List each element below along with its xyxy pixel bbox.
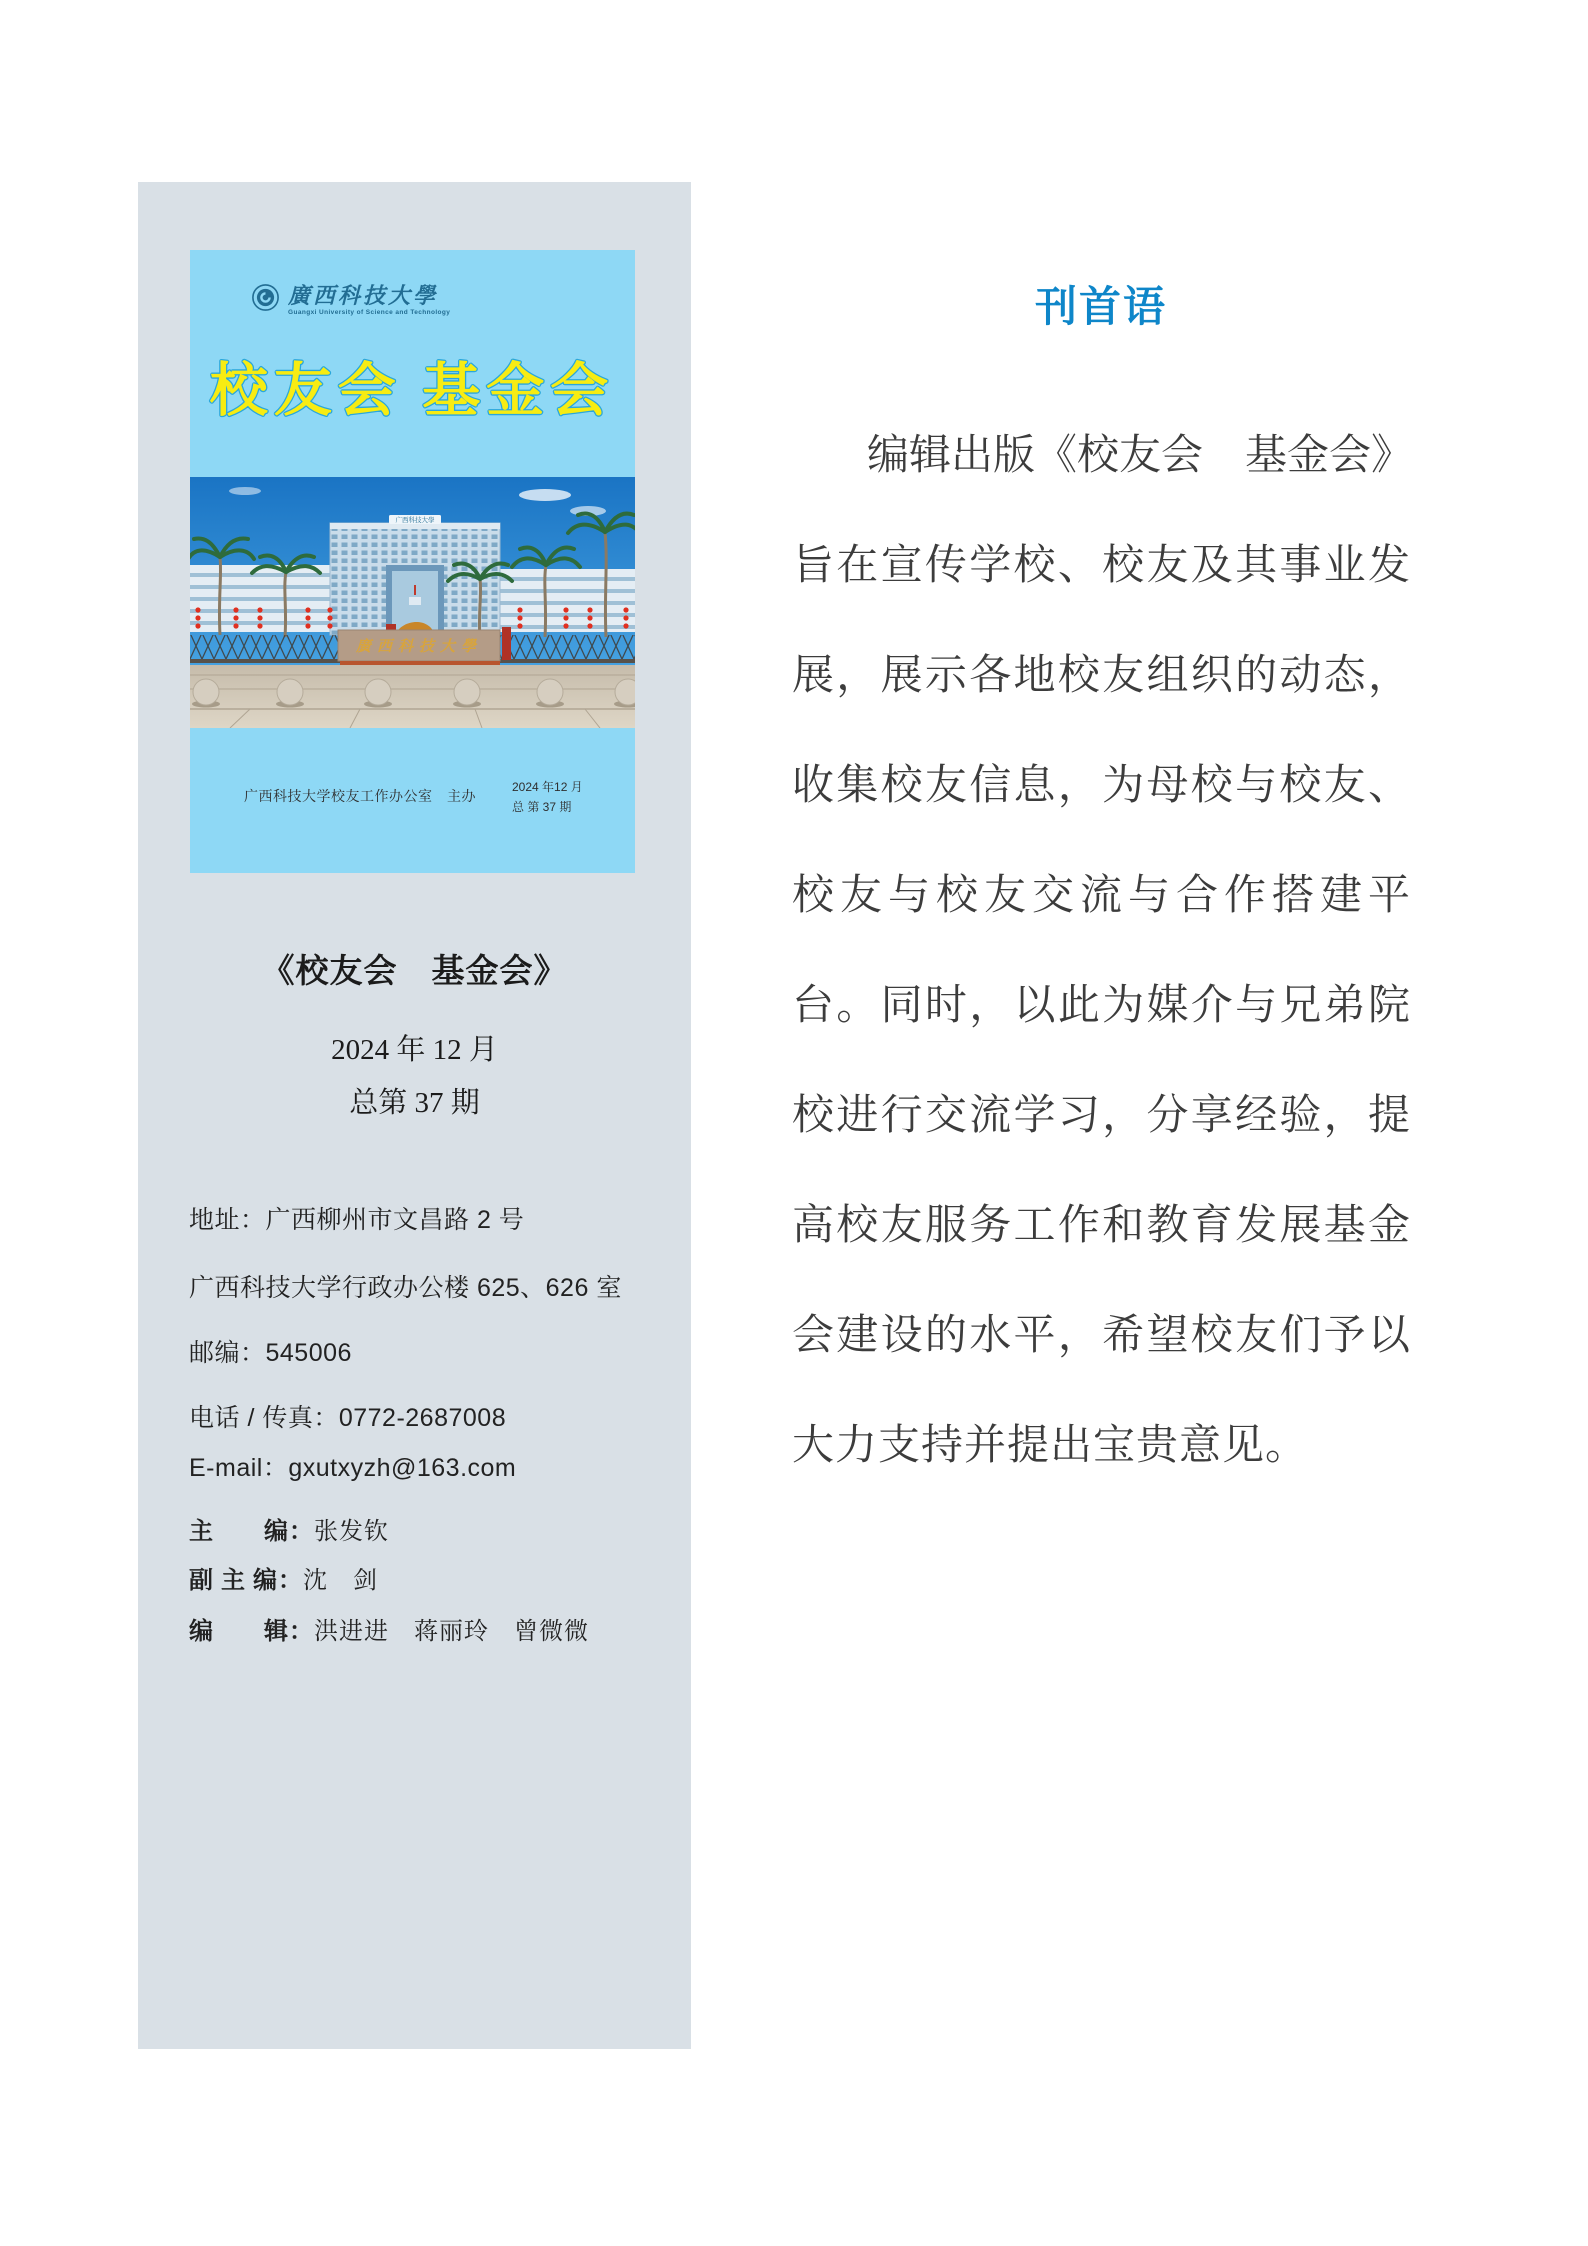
journal-date: 2024 年 12 月 bbox=[331, 1034, 498, 1066]
stone-name-wall bbox=[338, 630, 500, 661]
left-info-panel bbox=[138, 182, 691, 2049]
foreword-line: 台。同时，以此为媒介与兄弟院 bbox=[792, 981, 1410, 1028]
staff-label: 编 辑： bbox=[189, 1619, 314, 1645]
postcode: 邮编：545006 bbox=[189, 1339, 352, 1367]
plaza bbox=[190, 665, 635, 728]
staff-row-editors bbox=[189, 1611, 589, 1646]
foreword-body bbox=[792, 400, 1414, 1500]
wall-sign-text: 廣西科技大學 bbox=[355, 639, 483, 655]
red-banner-right bbox=[502, 627, 511, 660]
foreword-section bbox=[792, 283, 1414, 1500]
university-logo bbox=[252, 284, 450, 317]
staff-value: 洪进进 蒋丽玲 曾微微 bbox=[314, 1618, 589, 1645]
foreword-line: 展，展示各地校友组织的动态， bbox=[792, 651, 1410, 698]
cover-organizer: 广西科技大学校友工作办公室 主办 bbox=[244, 788, 476, 804]
side-building-left bbox=[190, 565, 340, 632]
cover-issue: 总 第 37 期 bbox=[512, 800, 572, 814]
campus-photo bbox=[190, 477, 635, 728]
foreword-line: 大力支持并提出宝贵意见。 bbox=[792, 1421, 1309, 1468]
foreword-heading: 刊首语 bbox=[1034, 283, 1167, 330]
university-name-cn: 廣西科技大學 bbox=[288, 283, 439, 308]
journal-issue: 总第 37 期 bbox=[349, 1087, 480, 1119]
staff-label: 副 主 编： bbox=[189, 1568, 303, 1594]
foreword-line: 旨在宣传学校、校友及其事业发 bbox=[792, 541, 1410, 588]
magazine-cover bbox=[190, 250, 635, 873]
cover-date-issue bbox=[512, 777, 583, 817]
staff-value: 张发钦 bbox=[314, 1518, 389, 1545]
staff-label: 主 编： bbox=[189, 1519, 314, 1545]
foreword-line: 编辑出版《校友会 基金会》 bbox=[867, 431, 1414, 478]
cover-title-text: 校友会 基金会 bbox=[209, 358, 615, 423]
foreword-line: 会建设的水平，希望校友们予以 bbox=[792, 1311, 1410, 1358]
email: E-mail：gxutxyzh@163.com bbox=[189, 1454, 517, 1482]
university-name-en: Guangxi University of Science and Technology bbox=[288, 309, 451, 316]
foreword-line: 校友与校友交流与合作搭建平 bbox=[792, 871, 1410, 918]
journal-title: 《校友会 基金会》 bbox=[261, 954, 568, 990]
staff-value: 沈 剑 bbox=[303, 1567, 378, 1594]
university-emblem-icon bbox=[252, 284, 279, 311]
cover-title-art bbox=[190, 348, 635, 434]
staff-row-deputy-editor bbox=[189, 1560, 378, 1595]
building-top-sign: 广西科技大學 bbox=[395, 517, 435, 524]
address-line-1: 地址：广西柳州市文昌路 2 号 bbox=[189, 1206, 525, 1234]
staff-row-chief-editor bbox=[189, 1511, 389, 1546]
foreword-line: 校进行交流学习，分享经验，提 bbox=[792, 1091, 1410, 1138]
address-line-2: 广西科技大学行政办公楼 625、626 室 bbox=[189, 1274, 622, 1302]
cover-date: 2024 年12 月 bbox=[512, 780, 583, 794]
foreword-line: 收集校友信息，为母校与校友、 bbox=[792, 761, 1410, 808]
phone-fax: 电话 / 传真：0772-2687008 bbox=[189, 1404, 507, 1432]
foreword-line: 高校友服务工作和教育发展基金 bbox=[792, 1201, 1410, 1248]
